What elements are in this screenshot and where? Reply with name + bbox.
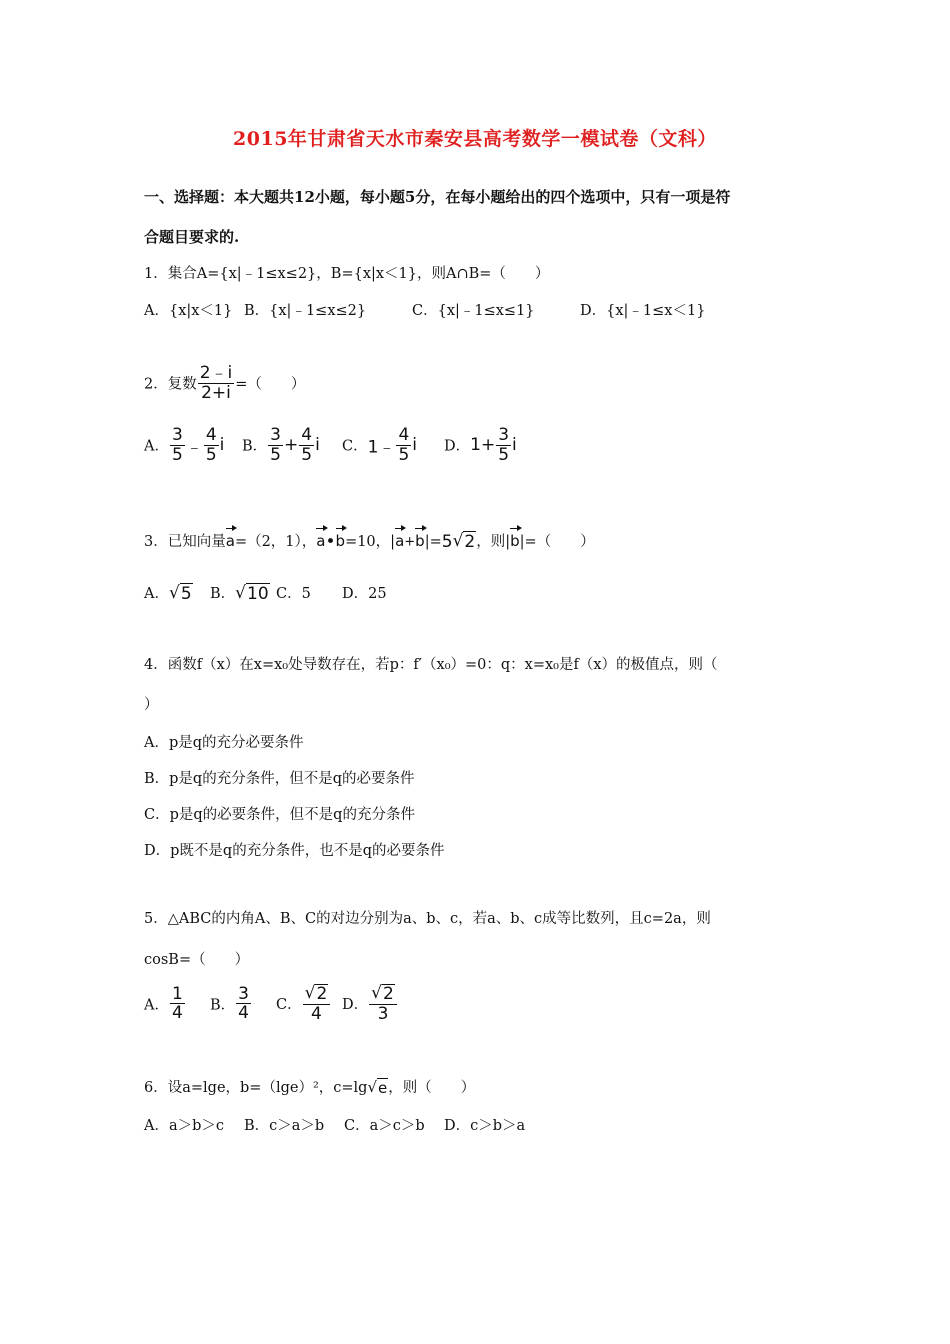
q5-a-frac: [170, 985, 185, 1023]
q2-option-c: [342, 426, 444, 464]
q5-stem: 5．△ABC的内角A、B、C的对边分别为a、b、c，若a、b、c成等比数列，且c=2a，则: [144, 911, 711, 927]
q6-stem-post: ，则（ ）: [388, 1080, 476, 1096]
q3-plus: +: [404, 534, 416, 550]
q4-option-b: B．p是q的充分条件，但不是q的必要条件: [144, 771, 415, 787]
q5-b-label: B．: [210, 997, 236, 1014]
q2-option-a: [144, 426, 242, 464]
q5-c-frac: [303, 984, 331, 1023]
q2-a-den-2: 5: [205, 444, 217, 465]
q2-b-op: +: [283, 435, 299, 456]
q2-b-den-1: 5: [270, 444, 281, 465]
q3-text-3: |=: [424, 534, 442, 550]
q3-options: [144, 582, 387, 604]
q1-stem: 1．集合A={x|﹣1≤x≤2}，B={x|x＜1}，则A∩B=（ ）: [144, 266, 550, 282]
q2-a-label: A．: [144, 438, 169, 455]
q2-d-i: i: [512, 435, 517, 456]
q5-a-num: 1: [171, 983, 183, 1004]
q2-c-label: C．: [342, 438, 368, 455]
q3-option-a: [144, 582, 210, 604]
q2-options: [144, 426, 517, 464]
q2-a-frac-2: [204, 426, 219, 464]
q5-d-sqrt: √ 2: [371, 983, 394, 1004]
q5-b-num: 3: [238, 983, 249, 1004]
q4-option-d: D．p既不是q的充分条件，也不是q的必要条件: [144, 843, 445, 859]
q3-text-5: |=（ ）: [519, 534, 595, 550]
q3-b-radicand: 10: [247, 584, 269, 604]
q5-d-frac: [369, 984, 397, 1023]
q5-option-d: [342, 984, 398, 1023]
q2-d-label: D．: [444, 438, 471, 455]
q2-option-d: [444, 426, 517, 464]
q3-vector-a: a: [226, 526, 235, 550]
q4-stem: 4．函数f（x）在x=x₀处导数存在，若p：f′（x₀）=0：q：x=x₀是f（x）的极值点，则（: [144, 657, 718, 673]
q1-options: [144, 299, 705, 320]
q6-option-c: C．a＞c＞b: [344, 1118, 425, 1134]
q6-option-a: A．a＞b＞c: [144, 1118, 225, 1134]
q2-c-num: 4: [398, 425, 410, 445]
q5-b-den: 4: [238, 1003, 249, 1024]
q2-b-num-2: 4: [301, 425, 313, 445]
q2-b-frac-2: [299, 426, 314, 464]
q6-radicand: e: [378, 1079, 388, 1097]
q3-vector-b-3: b: [510, 526, 520, 550]
q3-b-sqrt: √ 10: [235, 583, 269, 604]
q5-c-radicand: 2: [316, 984, 328, 1004]
q5-d-label: D．: [342, 997, 369, 1014]
q2-a-frac-1: [170, 426, 185, 464]
section-heading-line-1: 一、选择题：本大题共12小题，每小题5分，在每小题给出的四个选项中，只有一项是符: [144, 188, 731, 206]
q2-d-frac: [496, 426, 511, 464]
q5-c-sqrt: √ 2: [304, 983, 328, 1004]
q4-stem-continued: ）: [144, 697, 159, 713]
q3-option-c: C．5: [276, 586, 311, 602]
q2-b-den-2: 5: [301, 444, 313, 465]
q5-c-label: C．: [276, 997, 302, 1014]
q3-vector-b-2: b: [415, 526, 425, 550]
q3-vector-a-3: a: [395, 526, 404, 550]
q3-prefix: 3．已知向量: [144, 534, 226, 550]
q2-d-num: 3: [498, 425, 510, 445]
q3-text-4: ，则|: [476, 534, 511, 550]
q5-d-radicand: 2: [382, 984, 394, 1004]
q3-a-label: A．: [144, 586, 169, 602]
q6-option-b: B．c＞a＞b: [244, 1118, 325, 1134]
q3-vector-b: b: [336, 526, 346, 550]
q2-c-den: 5: [398, 444, 410, 465]
q4-option-a: A．p是q的充分必要条件: [144, 735, 304, 751]
q2-b-label: B．: [242, 438, 268, 455]
q3-radicand: 2: [464, 532, 476, 552]
q3-dot: •: [325, 532, 336, 552]
q3-option-b: [210, 582, 276, 604]
q6-option-d: D．c＞b＞a: [444, 1118, 526, 1134]
q3-b-label: B．: [210, 586, 236, 602]
q5-a-label: A．: [144, 997, 169, 1014]
section-heading-line-2: 合题目要求的.: [144, 228, 240, 246]
q3-a-sqrt: √ 5: [168, 583, 192, 604]
q5-options: [144, 984, 398, 1023]
q2-prefix: 2．复数: [144, 376, 197, 393]
q5-option-b: [210, 985, 276, 1023]
q2-suffix: =（ ）: [235, 376, 306, 393]
q2-b-frac-1: [268, 426, 283, 464]
q3-text-1: =（2，1），: [234, 534, 317, 550]
q5-option-a: [144, 985, 210, 1023]
q5-c-den: 4: [311, 1003, 322, 1024]
q5-a-den: 4: [171, 1003, 183, 1024]
q2-a-i: i: [219, 435, 225, 456]
q2-a-num-2: 4: [205, 425, 217, 445]
q3-option-d: D．25: [342, 586, 387, 602]
q3-vector-a-2: a: [316, 526, 325, 550]
q5-stem-continued: cosB=（ ）: [144, 952, 250, 968]
q5-d-num: [369, 984, 397, 1005]
q3-a-radicand: 5: [180, 584, 192, 604]
q2-c-frac: [396, 426, 411, 464]
q2-b-num-1: 3: [270, 425, 281, 445]
q3-text-2: =10，|: [345, 534, 396, 550]
q2-c-i: i: [412, 435, 417, 456]
q6-options: [144, 1114, 525, 1135]
q6-stem-pre: 6．设a=lge，b=（lge）²，c=lg: [144, 1080, 368, 1096]
q1-option-d: D．{x|﹣1≤x＜1}: [580, 303, 706, 319]
q4-option-c: C．p是q的必要条件，但不是q的充分条件: [144, 807, 415, 823]
q2-c-pre: 1﹣: [367, 437, 396, 458]
q2-denominator: 2+i: [201, 382, 231, 403]
q2-stem: [144, 364, 305, 402]
q5-b-frac: [236, 985, 251, 1023]
q2-b-i: i: [315, 435, 320, 456]
q3-five: 5: [441, 532, 453, 552]
q6-sqrt: √ e: [367, 1078, 388, 1097]
q2-a-op: ﹣: [185, 437, 203, 458]
q2-a-den-1: 5: [171, 444, 183, 465]
q2-fraction: [198, 364, 235, 402]
q1-option-a: A．{x|x＜1}: [144, 303, 233, 319]
q2-d-pre: 1+: [470, 435, 496, 456]
q5-d-den: 3: [377, 1003, 389, 1024]
page-title: 2015年甘肃省天水市秦安县高考数学一模试卷（文科）: [233, 128, 717, 150]
q2-numerator: 2﹣i: [199, 363, 233, 383]
q1-option-b: B．{x|﹣1≤x≤2}: [244, 303, 367, 319]
q5-c-num: [303, 984, 331, 1005]
q2-a-num-1: 3: [171, 425, 183, 445]
q3-stem: [144, 526, 595, 552]
q2-option-b: [242, 426, 342, 464]
q1-option-c: C．{x|﹣1≤x≤1}: [412, 303, 535, 319]
q3-sqrt: √ 2: [452, 531, 476, 552]
q5-option-c: [276, 984, 342, 1023]
q2-d-den: 5: [498, 444, 510, 465]
q6-stem: [144, 1076, 475, 1097]
